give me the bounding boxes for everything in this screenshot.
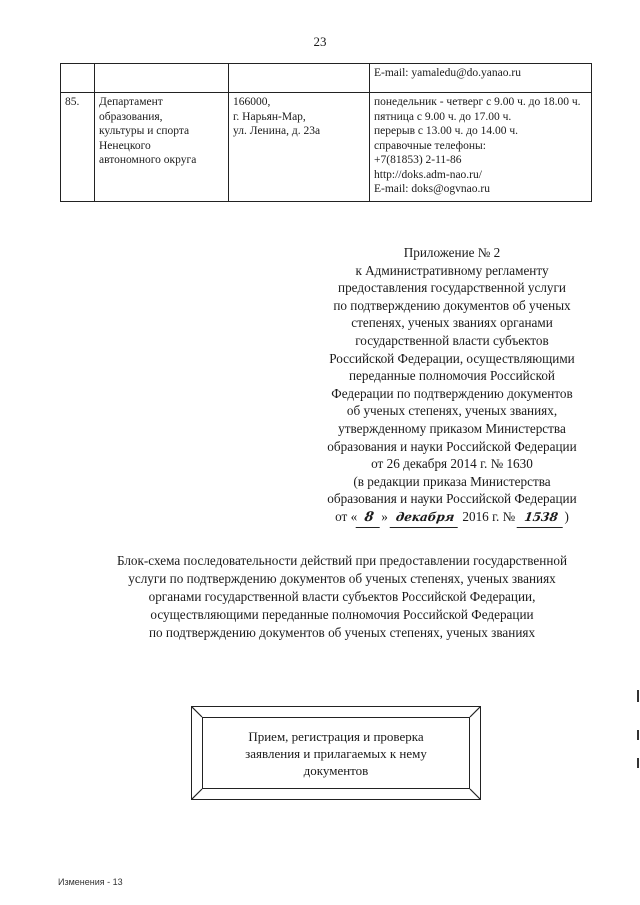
step-text-line: Прием, регистрация и проверка (248, 728, 424, 744)
flowchart-title-line: Блок-схема последовательности действий при предоставлении государственной (116, 553, 568, 568)
flowchart-title-line: по подтверждению документов об ученых степенях, ученых званиях (148, 625, 536, 640)
handwritten-day: 8 (356, 509, 383, 528)
table-cell-organization (95, 64, 229, 93)
appendix-line: (в редакции приказа Министерства (353, 473, 551, 489)
step-text-line: документов (303, 762, 369, 778)
scan-edge-marks (636, 690, 640, 770)
contact-line: перерыв с 13.00 ч. до 14.00 ч. (374, 125, 519, 137)
address-line: г. Нарьян-Мар, (233, 110, 306, 123)
appendix-line: Федерации по подтверждению документов (331, 385, 573, 401)
step-text-line: заявления и прилагаемых к нему (245, 745, 427, 761)
contact-line: справочные телефоны: (374, 139, 486, 152)
contact-email: E-mail: yamaledu@do.yanao.ru (374, 67, 521, 79)
contact-line: пятница с 9.00 ч. до 17.00 ч. (374, 110, 512, 123)
handwritten-number: 1538 (517, 509, 566, 528)
flowchart-title-line: осуществляющими переданные полномочия Российской Федерации (150, 607, 534, 622)
contacts-table (60, 63, 592, 202)
flowchart-step-box (191, 706, 481, 800)
sig-year: 2016 г. № (462, 508, 516, 524)
handwritten-month: декабря (390, 509, 461, 528)
sig-mid: » (381, 508, 388, 524)
contact-link: http://doks.adm-nao.ru/ (374, 168, 482, 181)
appendix-line: утвержденному приказом Министерства (338, 420, 566, 436)
org-line: Департамент (99, 96, 163, 108)
table-cell-organization (95, 93, 229, 202)
flowchart-title (72, 552, 612, 642)
org-line: образования, (99, 110, 163, 123)
contact-phone: +7(81853) 2-11-86 (374, 154, 462, 166)
flowchart-title-line: услуги по подтверждению документов об ученых степенях, ученых званиях (128, 571, 556, 586)
page-number: 23 (313, 34, 327, 49)
appendix-header (318, 244, 586, 528)
appendix-line: степенях, ученых званиях органами (351, 315, 553, 331)
contact-email: E-mail: doks@ogvnao.ru (374, 183, 490, 195)
appendix-line: образования и науки Российской Федерации (327, 438, 577, 454)
appendix-line: по подтверждению документов об ученых (333, 297, 571, 313)
table-row (61, 64, 592, 93)
flowchart-title-line: органами государственной власти субъектов Российской Федерации, (148, 589, 536, 604)
address-line: ул. Ленина, д. 23а (233, 125, 321, 137)
org-line: Ненецкого (99, 139, 151, 152)
appendix-line: об ученых степенях, ученых званиях, (346, 403, 558, 419)
appendix-line: от 26 декабря 2014 г. № 1630 (371, 456, 533, 472)
table-cell-contacts (370, 93, 592, 202)
table-cell-address (229, 64, 370, 93)
address-line: 166000, (233, 96, 271, 108)
table-cell-number: 85. (61, 93, 95, 202)
table-cell-contacts (370, 64, 592, 93)
appendix-line: образования и науки Российской Федерации (327, 491, 577, 507)
org-line: культуры и спорта (99, 125, 190, 137)
appendix-line: к Административному регламенту (355, 262, 549, 278)
appendix-line: предоставления государственной услуги (338, 280, 566, 296)
amendment-signature-line (318, 508, 586, 528)
appendix-line: государственной власти субъектов (355, 332, 549, 348)
table-cell-address (229, 93, 370, 202)
flowchart-step-text (202, 717, 470, 789)
appendix-line: переданные полномочия Российской (349, 368, 555, 384)
footer-revision: Изменения - 13 (58, 877, 123, 887)
sig-prefix: от « (335, 508, 358, 524)
appendix-title: Приложение № 2 (403, 245, 501, 260)
contact-line: понедельник - четверг с 9.00 ч. до 18.00 ч. (374, 96, 581, 108)
table-cell-number (61, 64, 95, 93)
appendix-line: Российской Федерации, осуществляющими (329, 350, 575, 366)
table-row (61, 93, 592, 202)
sig-suffix: ) (564, 508, 569, 524)
org-line: автономного округа (99, 154, 197, 166)
